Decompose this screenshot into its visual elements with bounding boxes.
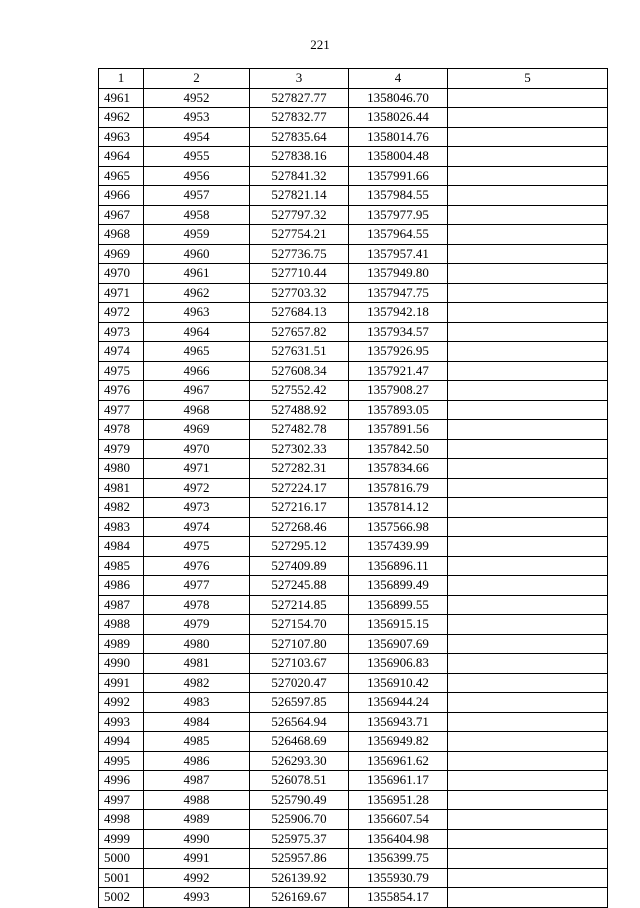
table-cell-col-2: 4986 [144,751,250,771]
table-cell-col-2: 4976 [144,556,250,576]
table-row [99,303,608,323]
table-row [99,205,608,225]
table-cell-col-5 [448,225,608,245]
table-cell-col-2: 4968 [144,400,250,420]
table-cell-col-4: 1357842.50 [349,439,448,459]
table-cell-col-3: 526293.30 [250,751,349,771]
table-cell-col-1: 4978 [99,420,144,440]
table-cell-col-1: 4966 [99,186,144,206]
table-cell-col-3: 527821.14 [250,186,349,206]
table-cell-col-3: 527216.17 [250,498,349,518]
table-cell-col-1: 4995 [99,751,144,771]
table-cell-col-1: 4994 [99,732,144,752]
table-cell-col-4: 1357977.95 [349,205,448,225]
table-cell-col-3: 527754.21 [250,225,349,245]
table-row [99,147,608,167]
table-cell-col-3: 527020.47 [250,673,349,693]
table-cell-col-4: 1357834.66 [349,459,448,479]
table-cell-col-4: 1357816.79 [349,478,448,498]
table-row [99,400,608,420]
table-row [99,420,608,440]
table-cell-col-2: 4982 [144,673,250,693]
table-cell-col-3: 527282.31 [250,459,349,479]
table-cell-col-4: 1357991.66 [349,166,448,186]
table-cell-col-3: 527710.44 [250,264,349,284]
table-cell-col-5 [448,517,608,537]
table-row [99,673,608,693]
table-cell-col-5 [448,673,608,693]
column-header-4: 4 [349,69,448,89]
table-cell-col-3: 527703.32 [250,283,349,303]
table-cell-col-2: 4991 [144,849,250,869]
page-number: 221 [310,37,330,52]
table-row [99,693,608,713]
table-cell-col-1: 4980 [99,459,144,479]
table-cell-col-2: 4957 [144,186,250,206]
table-cell-col-3: 527736.75 [250,244,349,264]
table-cell-col-4: 1356961.17 [349,771,448,791]
table-cell-col-4: 1356951.28 [349,790,448,810]
table-row [99,322,608,342]
table-cell-col-5 [448,537,608,557]
table-cell-col-1: 4996 [99,771,144,791]
table-cell-col-2: 4964 [144,322,250,342]
table-cell-col-4: 1357942.18 [349,303,448,323]
table-cell-col-1: 4997 [99,790,144,810]
table-cell-col-1: 4999 [99,829,144,849]
table-cell-col-2: 4974 [144,517,250,537]
table-cell-col-4: 1356943.71 [349,712,448,732]
table-cell-col-5 [448,205,608,225]
table-row [99,634,608,654]
table-row [99,751,608,771]
table-cell-col-2: 4984 [144,712,250,732]
table-cell-col-3: 527631.51 [250,342,349,362]
table-cell-col-4: 1358046.70 [349,88,448,108]
table-cell-col-4: 1357957.41 [349,244,448,264]
table-cell-col-1: 4993 [99,712,144,732]
table-cell-col-5 [448,888,608,908]
table-cell-col-5 [448,88,608,108]
table-cell-col-4: 1356949.82 [349,732,448,752]
table-cell-col-1: 4963 [99,127,144,147]
table-row [99,127,608,147]
table-row [99,478,608,498]
table-cell-col-4: 1358014.76 [349,127,448,147]
table-cell-col-4: 1356910.42 [349,673,448,693]
table-cell-col-2: 4977 [144,576,250,596]
table-cell-col-1: 4992 [99,693,144,713]
table-row [99,244,608,264]
column-header-2: 2 [144,69,250,89]
table-row [99,849,608,869]
table-cell-col-3: 527103.67 [250,654,349,674]
table-cell-col-1: 4990 [99,654,144,674]
table-cell-col-2: 4967 [144,381,250,401]
table-cell-col-2: 4979 [144,615,250,635]
table-cell-col-2: 4980 [144,634,250,654]
table-cell-col-4: 1358004.48 [349,147,448,167]
table-row [99,439,608,459]
table-cell-col-2: 4961 [144,264,250,284]
table-cell-col-3: 527107.80 [250,634,349,654]
table-cell-col-5 [448,790,608,810]
table-cell-col-3: 526169.67 [250,888,349,908]
table-cell-col-1: 4962 [99,108,144,128]
table-row [99,166,608,186]
table-cell-col-4: 1357439.99 [349,537,448,557]
table-cell-col-5 [448,810,608,830]
table-cell-col-2: 4972 [144,478,250,498]
table-cell-col-4: 1356399.75 [349,849,448,869]
table-cell-col-3: 527608.34 [250,361,349,381]
table-cell-col-5 [448,381,608,401]
table-cell-col-3: 527245.88 [250,576,349,596]
table-cell-col-4: 1357934.57 [349,322,448,342]
table-cell-col-4: 1357964.55 [349,225,448,245]
table-cell-col-4: 1356907.69 [349,634,448,654]
table-row [99,732,608,752]
table-cell-col-2: 4988 [144,790,250,810]
table-cell-col-5 [448,868,608,888]
table-row [99,517,608,537]
table-cell-col-1: 4991 [99,673,144,693]
table-cell-col-2: 4962 [144,283,250,303]
table-cell-col-1: 5001 [99,868,144,888]
table-cell-col-3: 527841.32 [250,166,349,186]
table-cell-col-4: 1356944.24 [349,693,448,713]
table-cell-col-3: 525790.49 [250,790,349,810]
table-cell-col-5 [448,459,608,479]
table-cell-col-1: 4989 [99,634,144,654]
table-cell-col-2: 4971 [144,459,250,479]
table-cell-col-4: 1357949.80 [349,264,448,284]
table-cell-col-5 [448,712,608,732]
table-cell-col-1: 4971 [99,283,144,303]
table-row [99,498,608,518]
table-cell-col-2: 4983 [144,693,250,713]
table-cell-col-5 [448,108,608,128]
table-cell-col-3: 527482.78 [250,420,349,440]
table-cell-col-3: 525975.37 [250,829,349,849]
table-cell-col-2: 4981 [144,654,250,674]
table-cell-col-4: 1356906.83 [349,654,448,674]
table-cell-col-1: 4967 [99,205,144,225]
table-cell-col-1: 4965 [99,166,144,186]
table-cell-col-5 [448,849,608,869]
table-cell-col-5 [448,829,608,849]
table-cell-col-5 [448,322,608,342]
table-cell-col-1: 4998 [99,810,144,830]
table-cell-col-3: 527832.77 [250,108,349,128]
table-cell-col-1: 4977 [99,400,144,420]
table-row [99,361,608,381]
table-row [99,829,608,849]
table-row [99,556,608,576]
table-cell-col-2: 4987 [144,771,250,791]
table-cell-col-3: 527488.92 [250,400,349,420]
table-cell-col-3: 527268.46 [250,517,349,537]
table-cell-col-4: 1357921.47 [349,361,448,381]
table-cell-col-1: 4988 [99,615,144,635]
table-cell-col-3: 527657.82 [250,322,349,342]
table-cell-col-4: 1357947.75 [349,283,448,303]
table-cell-col-3: 526468.69 [250,732,349,752]
table-body [99,88,608,907]
table-cell-col-1: 4970 [99,264,144,284]
table-row [99,186,608,206]
table-cell-col-5 [448,732,608,752]
coordinates-table [98,68,608,908]
table-cell-col-5 [448,420,608,440]
table-cell-col-1: 4975 [99,361,144,381]
table-cell-col-5 [448,303,608,323]
table-cell-col-1: 4985 [99,556,144,576]
table-cell-col-4: 1357891.56 [349,420,448,440]
table-cell-col-3: 527214.85 [250,595,349,615]
table-cell-col-1: 4987 [99,595,144,615]
table-cell-col-2: 4958 [144,205,250,225]
table-cell-col-1: 4984 [99,537,144,557]
table-cell-col-1: 4973 [99,322,144,342]
table-cell-col-5 [448,166,608,186]
table-cell-col-2: 4989 [144,810,250,830]
table-cell-col-2: 4970 [144,439,250,459]
table-cell-col-5 [448,361,608,381]
table-cell-col-3: 527838.16 [250,147,349,167]
table-cell-col-5 [448,147,608,167]
table-cell-col-5 [448,342,608,362]
table-cell-col-2: 4978 [144,595,250,615]
table-row [99,712,608,732]
table-row [99,459,608,479]
table-cell-col-3: 527224.17 [250,478,349,498]
table-cell-col-5 [448,693,608,713]
table-cell-col-4: 1356404.98 [349,829,448,849]
table-cell-col-3: 527154.70 [250,615,349,635]
table-cell-col-3: 527302.33 [250,439,349,459]
table-row [99,283,608,303]
table-cell-col-1: 4979 [99,439,144,459]
table-cell-col-1: 4983 [99,517,144,537]
table-cell-col-4: 1357908.27 [349,381,448,401]
table-cell-col-5 [448,556,608,576]
table-cell-col-2: 4985 [144,732,250,752]
table-cell-col-2: 4956 [144,166,250,186]
table-cell-col-2: 4966 [144,361,250,381]
table-cell-col-2: 4952 [144,88,250,108]
table-cell-col-2: 4975 [144,537,250,557]
table-cell-col-5 [448,771,608,791]
table-cell-col-3: 527552.42 [250,381,349,401]
table-cell-col-4: 1356899.49 [349,576,448,596]
table-cell-col-4: 1356607.54 [349,810,448,830]
table-cell-col-5 [448,439,608,459]
table-cell-col-1: 5002 [99,888,144,908]
table-cell-col-4: 1356896.11 [349,556,448,576]
table-cell-col-5 [448,400,608,420]
table-cell-col-4: 1357926.95 [349,342,448,362]
table-cell-col-2: 4960 [144,244,250,264]
table-cell-col-2: 4969 [144,420,250,440]
column-header-3: 3 [250,69,349,89]
table-row [99,595,608,615]
table-cell-col-5 [448,264,608,284]
table-cell-col-2: 4973 [144,498,250,518]
table-cell-col-5 [448,615,608,635]
table-cell-col-5 [448,595,608,615]
table-cell-col-2: 4963 [144,303,250,323]
table-cell-col-3: 526139.92 [250,868,349,888]
table-cell-col-5 [448,244,608,264]
table-cell-col-3: 527835.64 [250,127,349,147]
table-cell-col-3: 527409.89 [250,556,349,576]
table-cell-col-3: 526597.85 [250,693,349,713]
table-row [99,654,608,674]
table-cell-col-5 [448,654,608,674]
table-cell-col-1: 4972 [99,303,144,323]
table-cell-col-2: 4954 [144,127,250,147]
table-cell-col-4: 1356899.55 [349,595,448,615]
table-cell-col-1: 4974 [99,342,144,362]
table-cell-col-5 [448,498,608,518]
table-row [99,810,608,830]
table-cell-col-2: 4993 [144,888,250,908]
table-cell-col-1: 4969 [99,244,144,264]
table-row [99,771,608,791]
table-cell-col-2: 4959 [144,225,250,245]
table-cell-col-1: 4982 [99,498,144,518]
table-cell-col-1: 5000 [99,849,144,869]
table-row [99,615,608,635]
table-cell-col-3: 525906.70 [250,810,349,830]
table-row [99,790,608,810]
table-row [99,381,608,401]
table-cell-col-1: 4961 [99,88,144,108]
table-cell-col-4: 1355930.79 [349,868,448,888]
table-cell-col-4: 1357814.12 [349,498,448,518]
table-cell-col-4: 1357566.98 [349,517,448,537]
table-row [99,342,608,362]
table-cell-col-4: 1357984.55 [349,186,448,206]
table-cell-col-5 [448,576,608,596]
table-cell-col-1: 4986 [99,576,144,596]
table-cell-col-3: 525957.86 [250,849,349,869]
table-cell-col-2: 4955 [144,147,250,167]
table-cell-col-4: 1356961.62 [349,751,448,771]
table-cell-col-2: 4990 [144,829,250,849]
table-cell-col-1: 4981 [99,478,144,498]
table-cell-col-3: 526564.94 [250,712,349,732]
column-header-5: 5 [448,69,608,89]
table-cell-col-5 [448,127,608,147]
table-cell-col-3: 527797.32 [250,205,349,225]
table-cell-col-3: 527295.12 [250,537,349,557]
table-cell-col-3: 527827.77 [250,88,349,108]
table-row [99,537,608,557]
table-row [99,264,608,284]
table-cell-col-4: 1356915.15 [349,615,448,635]
table-row [99,576,608,596]
table-cell-col-4: 1358026.44 [349,108,448,128]
table-cell-col-5 [448,478,608,498]
table-cell-col-5 [448,283,608,303]
table-row [99,888,608,908]
table-cell-col-5 [448,751,608,771]
table-cell-col-4: 1357893.05 [349,400,448,420]
table-cell-col-3: 527684.13 [250,303,349,323]
table-row [99,88,608,108]
table-cell-col-5 [448,634,608,654]
column-header-1: 1 [99,69,144,89]
table-cell-col-2: 4965 [144,342,250,362]
table-cell-col-1: 4964 [99,147,144,167]
table-cell-col-4: 1355854.17 [349,888,448,908]
table-row [99,868,608,888]
table-cell-col-5 [448,186,608,206]
table-cell-col-2: 4992 [144,868,250,888]
table-row [99,108,608,128]
table-cell-col-1: 4968 [99,225,144,245]
table-cell-col-2: 4953 [144,108,250,128]
table-cell-col-1: 4976 [99,381,144,401]
table-header-row [99,69,608,89]
table-row [99,225,608,245]
table-cell-col-3: 526078.51 [250,771,349,791]
